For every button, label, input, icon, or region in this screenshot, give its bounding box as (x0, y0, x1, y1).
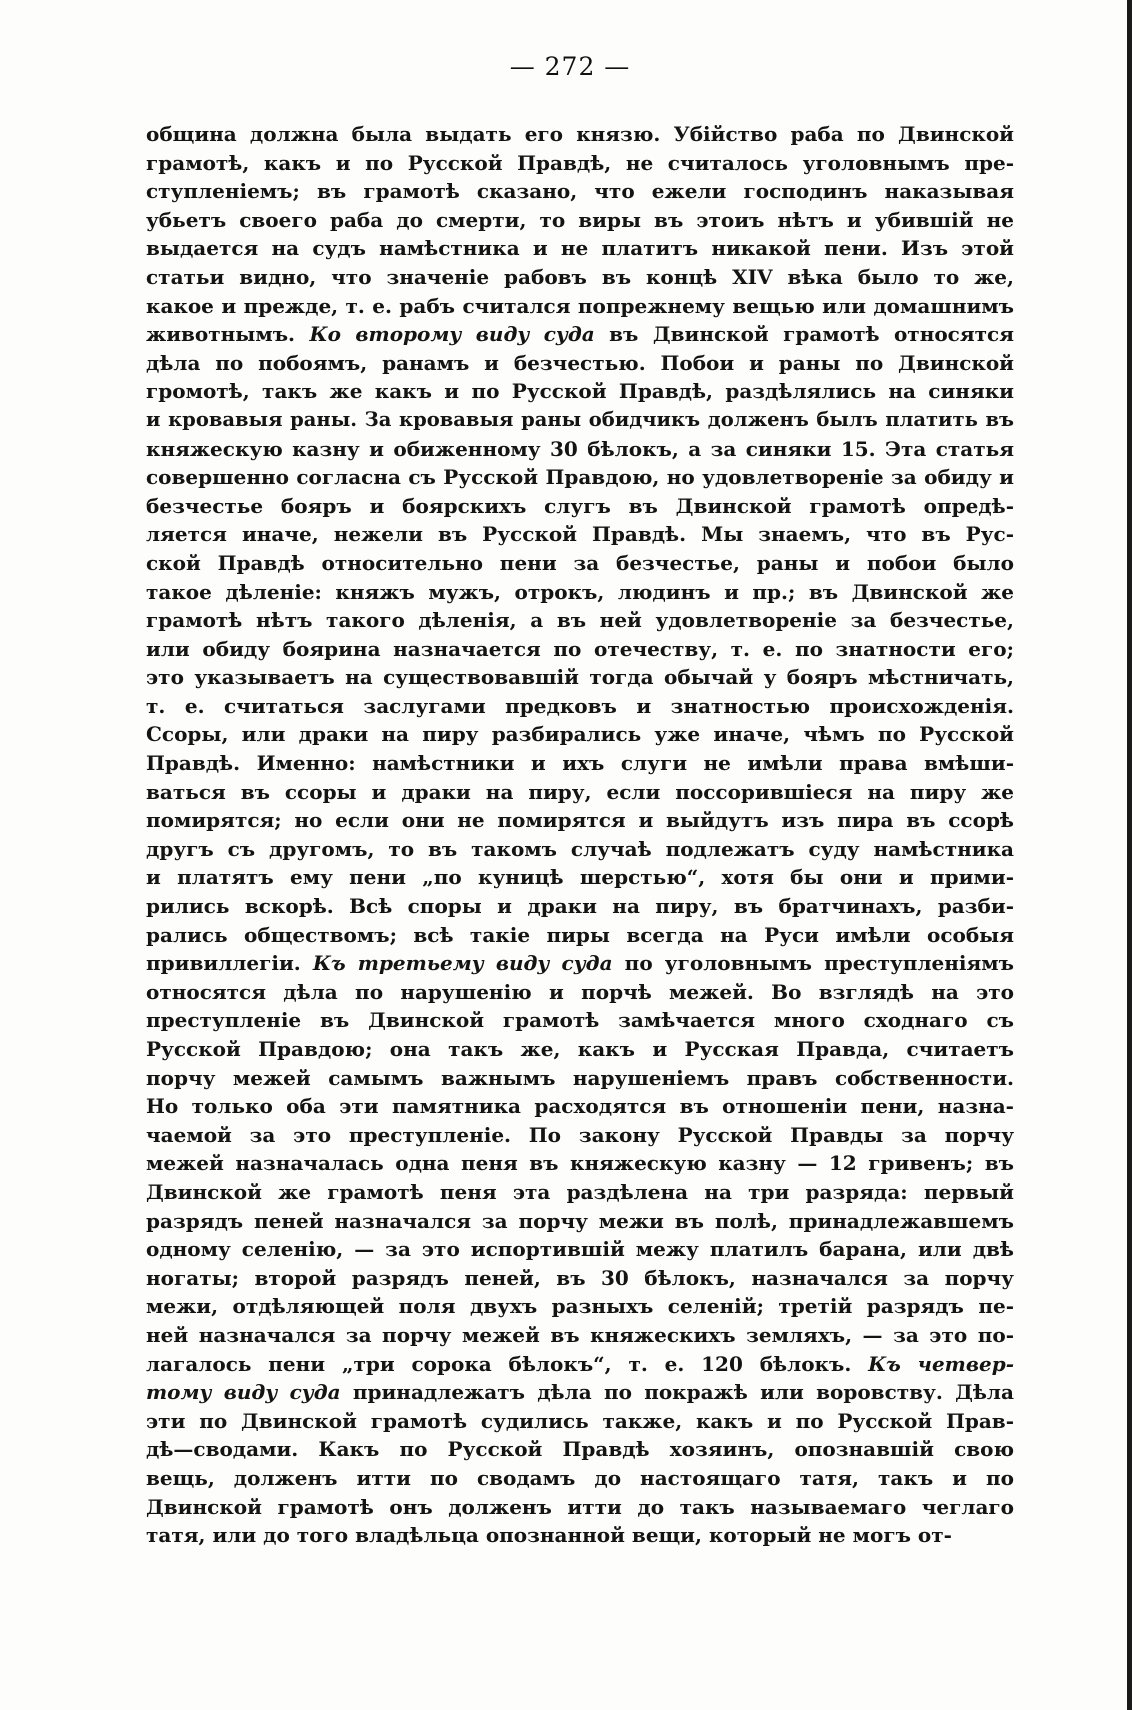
text-line (146, 863, 1014, 892)
text-line (146, 578, 1014, 607)
line-text: громотѣ, такъ же какъ и по Русской Правдѣ, раздѣлялись на синяки (146, 379, 1014, 404)
line-text: рились вскорѣ. Всѣ споры и драки на пиру, въ братчинахъ, разби- (146, 894, 1014, 919)
text-line (146, 492, 1014, 521)
line-text: и платятъ ему пени „по куницѣ шерстью“, хотя бы они и прими- (146, 865, 1014, 890)
text-line (146, 549, 1014, 578)
line-text: ваться въ ссоры и драки на пиру, если поссорившіеся на пиру же (146, 779, 1014, 804)
text-line (146, 1035, 1014, 1064)
line-text: Двинской же грамотѣ пеня эта раздѣлена на три разряда: первый (146, 1179, 1014, 1204)
line-text: княжескую казну и обиженному 30 бѣлокъ, а за синяки 15. Эта статья (146, 436, 1014, 461)
text-line (146, 1178, 1014, 1207)
text-line (146, 120, 1014, 149)
line-text: межи, отдѣляющей поля двухъ разныхъ селеній; третій разрядъ пе- (146, 1294, 1014, 1319)
line-text: Но только оба эти памятника расходятся въ отношеніи пени, назна- (146, 1094, 1014, 1119)
line-text: принадлежатъ дѣла по покражѣ или воровству. Дѣла (340, 1380, 1014, 1405)
line-text: эти по Двинской грамотѣ судились также, какъ и по Русской Прав- (146, 1408, 1014, 1433)
text-line (146, 1435, 1014, 1464)
italic-section-heading: тому виду суда (146, 1380, 341, 1405)
text-line (146, 663, 1014, 692)
text-line (146, 377, 1014, 406)
text-line (146, 520, 1014, 549)
line-text: грамотѣ нѣтъ такого дѣленія, а въ ней удовлетвореніе за безчестье, (146, 608, 1014, 633)
text-line (146, 1321, 1014, 1350)
text-line (146, 1149, 1014, 1178)
text-line (146, 206, 1014, 235)
line-text: порчу межей самымъ важнымъ нарушеніемъ правъ собственности. (146, 1065, 1014, 1090)
line-text: Ссоры, или драки на пиру разбирались уже иначе, чѣмъ по Русской (146, 722, 1014, 747)
line-text: лагалось пени „три сорока бѣлокъ“, т. е. 120 бѣлокъ. (146, 1351, 869, 1376)
line-text: дѣла по побоямъ, ранамъ и безчестью. Побои и раны по Двинской (146, 350, 1014, 375)
line-text: животнымъ. (146, 322, 310, 347)
italic-section-heading: Къ третьему виду суда (312, 951, 613, 976)
text-line (146, 177, 1014, 206)
line-text: рались обществомъ; всѣ такіе пиры всегда на Руси имѣли особыя (146, 922, 1014, 947)
text-line (146, 149, 1014, 178)
line-text: одному селенію, — за это испортившій межу платилъ барана, или двѣ (146, 1237, 1014, 1262)
text-line (146, 1292, 1014, 1321)
text-line (146, 292, 1014, 321)
text-line (146, 720, 1014, 749)
line-text: безчестье бояръ и боярскихъ слугъ въ Двинской грамотѣ опредѣ- (146, 493, 1014, 518)
line-text: совершенно согласна съ Русской Правдою, но удовлетвореніе за обиду и (146, 465, 1014, 490)
text-line (146, 1378, 1014, 1407)
line-text: выдается на судъ намѣстника и не платитъ никакой пени. Изъ этой (146, 236, 1014, 261)
line-text: это указываетъ на существовавшій тогда обычай у бояръ мѣстничать, (146, 665, 1014, 690)
line-text: или обиду боярина назначается по отечеству, т. е. по знатности его; (146, 636, 1014, 661)
text-line (146, 1121, 1014, 1150)
line-text: разрядъ пеней назначался за порчу межи въ полѣ, принадлежавшемъ (146, 1208, 1014, 1233)
line-text: статьи видно, что значеніе рабовъ въ концѣ XIV вѣка было то же, (146, 264, 1014, 289)
line-text: ногаты; второй разрядъ пеней, въ 30 бѣлокъ, назначался за порчу (146, 1265, 1014, 1290)
text-line (146, 349, 1014, 378)
text-line (146, 778, 1014, 807)
text-line (146, 1350, 1014, 1379)
page-number: — 272 — (509, 52, 631, 81)
line-text: чаемой за это преступленіе. По закону Русской Правды за порчу (146, 1122, 1014, 1147)
text-line (146, 749, 1014, 778)
line-text: ней назначался за порчу межей въ княжескихъ земляхъ, — за это по- (146, 1322, 1014, 1347)
line-text: вещь, долженъ итти по сводамъ до настоящаго татя, такъ и по (146, 1465, 1014, 1490)
text-line (146, 1264, 1014, 1293)
text-line (146, 263, 1014, 292)
text-line (146, 949, 1014, 978)
line-text: Правдѣ. Именно: намѣстники и ихъ слуги не имѣли права вмѣши- (146, 751, 1014, 776)
line-text: грамотѣ, какъ и по Русской Правдѣ, не считалось уголовнымъ пре- (146, 150, 1014, 175)
text-line (146, 463, 1014, 492)
line-text: помирятся; но если они не помирятся и выйдутъ изъ пира въ ссорѣ (146, 808, 1014, 833)
page-edge-shadow (1127, 0, 1132, 1710)
body-text (146, 120, 1014, 1550)
line-text: другъ съ другомъ, то въ такомъ случаѣ подлежатъ суду намѣстника (146, 836, 1014, 861)
line-text: относятся дѣла по нарушенію и порчѣ межей. Во взглядѣ на это (146, 979, 1014, 1004)
text-line (146, 635, 1014, 664)
line-text: такое дѣленіе: княжъ мужъ, отрокъ, людинъ и пр.; въ Двинской же (146, 579, 1014, 604)
line-text: межей назначалась одна пеня въ княжескую казну — 12 гривенъ; въ (146, 1151, 1014, 1176)
line-text: и кровавыя раны. За кровавыя раны обидчикъ долженъ былъ платить въ (146, 407, 1014, 431)
italic-section-heading: Ко второму виду суда (309, 322, 595, 347)
line-text: Русской Правдою; она такъ же, какъ и Русская Правда, считаетъ (146, 1037, 1014, 1061)
text-line (146, 806, 1014, 835)
text-line (146, 406, 1014, 435)
line-text: община должна была выдать его князю. Убійство раба по Двинской (146, 122, 1014, 146)
line-text: дѣ—сводами. Какъ по Русской Правдѣ хозяинъ, опознавшій свою (146, 1437, 1014, 1462)
italic-section-heading: Къ четвер- (868, 1351, 1014, 1376)
text-line (146, 234, 1014, 263)
line-text: ступленіемъ; въ грамотѣ сказано, что ежели господинъ наказывая (146, 179, 1014, 204)
line-text: ской Правдѣ относительно пени за безчестье, раны и побои было (146, 550, 1014, 575)
text-line (146, 921, 1014, 950)
text-line (146, 320, 1014, 349)
line-text: убьетъ своего раба до смерти, то виры въ этоиъ нѣтъ и убившій не (146, 207, 1014, 232)
text-line (146, 835, 1014, 864)
text-line (146, 1092, 1014, 1121)
text-line (146, 1235, 1014, 1264)
line-text: т. е. считаться заслугами предковъ и знатностью происхожденія. (146, 693, 1014, 718)
text-line (146, 978, 1014, 1007)
line-text: по уголовнымъ преступленіямъ (612, 951, 1014, 976)
text-line (146, 692, 1014, 721)
line-text: Двинской грамотѣ онъ долженъ итти до такъ называемаго чеглаго (146, 1494, 1014, 1519)
line-text: преступленіе въ Двинской грамотѣ замѣчается много сходнаго съ (146, 1008, 1014, 1033)
line-text: въ Двинской грамотѣ относятся (594, 322, 1014, 347)
line-text: татя, или до того владѣльца опознанной вещи, который не могъ от- (146, 1523, 952, 1548)
text-line (146, 1064, 1014, 1093)
text-line (146, 1407, 1014, 1436)
text-line (146, 1006, 1014, 1035)
text-line (146, 435, 1014, 464)
line-text: ляется иначе, нежели въ Русской Правдѣ. Мы знаемъ, что въ Рус- (146, 522, 1014, 547)
text-line (146, 892, 1014, 921)
text-line (146, 606, 1014, 635)
line-text: привиллегіи. (146, 951, 313, 976)
line-text: какое и прежде, т. е. рабъ считался попрежнему вещью или домашнимъ (146, 293, 1014, 318)
text-line (146, 1493, 1014, 1522)
text-line (146, 1521, 1014, 1550)
text-line (146, 1464, 1014, 1493)
text-line (146, 1207, 1014, 1236)
